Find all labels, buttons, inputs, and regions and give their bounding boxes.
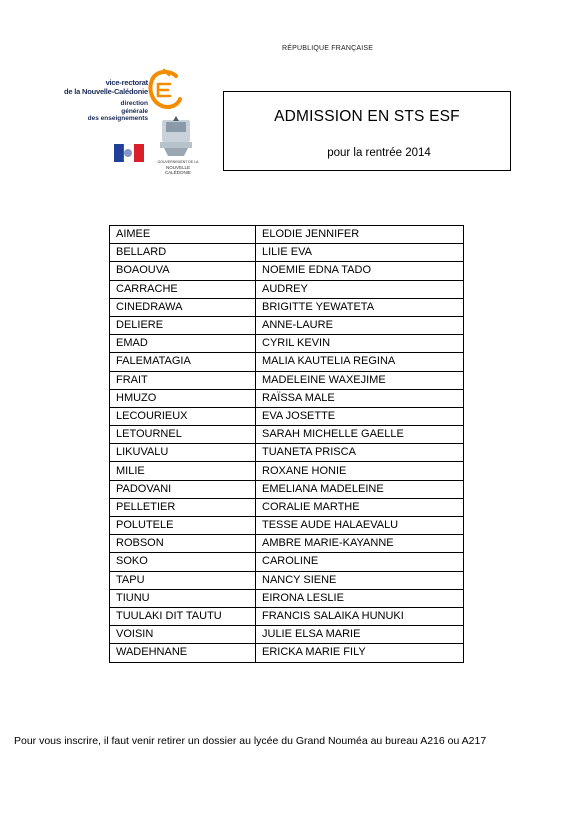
- kanak-emblem-icon: [156, 116, 196, 160]
- last-name-cell: PELLETIER: [110, 498, 256, 516]
- last-name-cell: CARRACHE: [110, 280, 256, 298]
- last-name-cell: TIUNU: [110, 589, 256, 607]
- last-name-cell: DELIERE: [110, 316, 256, 334]
- first-name-cell: AMBRE MARIE-KAYANNE: [256, 535, 464, 553]
- admission-list-table: [109, 225, 464, 663]
- logo-line-3: direction: [120, 100, 148, 107]
- last-name-cell: POLUTELE: [110, 517, 256, 535]
- first-name-cell: JULIE ELSA MARIE: [256, 626, 464, 644]
- admission-header-box: [223, 91, 511, 171]
- last-name-cell: ROBSON: [110, 535, 256, 553]
- first-name-cell: BRIGITTE YEWATETA: [256, 298, 464, 316]
- table-row: [110, 298, 464, 316]
- last-name-cell: CINEDRAWA: [110, 298, 256, 316]
- last-name-cell: TAPU: [110, 571, 256, 589]
- table-row: [110, 335, 464, 353]
- nc-label: [156, 160, 200, 175]
- table-row: [110, 607, 464, 625]
- table-row: [110, 517, 464, 535]
- page-subtitle: pour la rentrée 2014: [327, 147, 431, 159]
- logo-text: [38, 78, 148, 123]
- last-name-cell: MILIE: [110, 462, 256, 480]
- nc-label-line-1: GOUVERNEMENT DE LA: [157, 160, 199, 164]
- first-name-cell: LILIE EVA: [256, 244, 464, 262]
- nc-label-line-2: NOUVELLE: [165, 165, 190, 170]
- logo-line-1: vice-rectorat: [105, 78, 148, 87]
- last-name-cell: VOISIN: [110, 626, 256, 644]
- first-name-cell: TUANETA PRISCA: [256, 444, 464, 462]
- first-name-cell: CORALIE MARTHE: [256, 498, 464, 516]
- table-row: [110, 371, 464, 389]
- first-name-cell: ROXANE HONIE: [256, 462, 464, 480]
- table-row: [110, 407, 464, 425]
- marianne-flag-icon: [114, 144, 144, 162]
- first-name-cell: TESSE AUDE HALAEVALU: [256, 517, 464, 535]
- first-name-cell: MALIA KAUTELIA REGINA: [256, 353, 464, 371]
- first-name-cell: ELODIE JENNIFER: [256, 226, 464, 244]
- table-row: [110, 480, 464, 498]
- table-row: [110, 626, 464, 644]
- first-name-cell: CAROLINE: [256, 553, 464, 571]
- last-name-cell: LECOURIEUX: [110, 407, 256, 425]
- table-row: [110, 571, 464, 589]
- last-name-cell: SOKO: [110, 553, 256, 571]
- vice-rectorat-logo: [38, 68, 199, 175]
- table-row: [110, 535, 464, 553]
- table-row: [110, 226, 464, 244]
- page-title: ADMISSION EN STS ESF: [274, 108, 460, 125]
- last-name-cell: FALEMATAGIA: [110, 353, 256, 371]
- table-row: [110, 498, 464, 516]
- first-name-cell: AUDREY: [256, 280, 464, 298]
- last-name-cell: HMUZO: [110, 389, 256, 407]
- table-row: [110, 644, 464, 662]
- table-row: [110, 316, 464, 334]
- last-name-cell: WADEHNANE: [110, 644, 256, 662]
- logo-line-2: de la Nouvelle-Calédonie: [64, 87, 148, 96]
- table-row: [110, 462, 464, 480]
- table-row: [110, 262, 464, 280]
- footer-note: Pour vous inscrire, il faut venir retirer un dossier au lycée du Grand Nouméa au bureau A216 ou A217: [14, 735, 487, 747]
- last-name-cell: AIMEE: [110, 226, 256, 244]
- table-row: [110, 444, 464, 462]
- first-name-cell: CYRIL KEVIN: [256, 335, 464, 353]
- logo-line-4: générale: [121, 107, 148, 115]
- table-row: [110, 426, 464, 444]
- education-e-icon: [146, 68, 182, 112]
- last-name-cell: LETOURNEL: [110, 426, 256, 444]
- table-body: [110, 226, 464, 663]
- first-name-cell: NOEMIE EDNA TADO: [256, 262, 464, 280]
- table-row: [110, 589, 464, 607]
- last-name-cell: LIKUVALU: [110, 444, 256, 462]
- first-name-cell: SARAH MICHELLE GAELLE: [256, 426, 464, 444]
- first-name-cell: RAÏSSA MALE: [256, 389, 464, 407]
- first-name-cell: NANCY SIENE: [256, 571, 464, 589]
- table-row: [110, 244, 464, 262]
- table-row: [110, 389, 464, 407]
- republic-label: RÉPUBLIQUE FRANÇAISE: [282, 45, 374, 52]
- last-name-cell: FRAIT: [110, 371, 256, 389]
- nc-label-line-3: CALÉDONIE: [164, 170, 191, 175]
- first-name-cell: EMELIANA MADELEINE: [256, 480, 464, 498]
- first-name-cell: ANNE-LAURE: [256, 316, 464, 334]
- last-name-cell: PADOVANI: [110, 480, 256, 498]
- first-name-cell: ERICKA MARIE FILY: [256, 644, 464, 662]
- last-name-cell: BOAOUVA: [110, 262, 256, 280]
- table-row: [110, 553, 464, 571]
- table-row: [110, 353, 464, 371]
- last-name-cell: TUULAKI DIT TAUTU: [110, 607, 256, 625]
- first-name-cell: EVA JOSETTE: [256, 407, 464, 425]
- first-name-cell: MADELEINE WAXEJIME: [256, 371, 464, 389]
- first-name-cell: EIRONA LESLIE: [256, 589, 464, 607]
- last-name-cell: BELLARD: [110, 244, 256, 262]
- first-name-cell: FRANCIS SALAIKA HUNUKI: [256, 607, 464, 625]
- nouvelle-caledonie-emblem: [156, 116, 199, 175]
- logo-line-5: des enseignements: [87, 115, 148, 122]
- last-name-cell: EMAD: [110, 335, 256, 353]
- table-row: [110, 280, 464, 298]
